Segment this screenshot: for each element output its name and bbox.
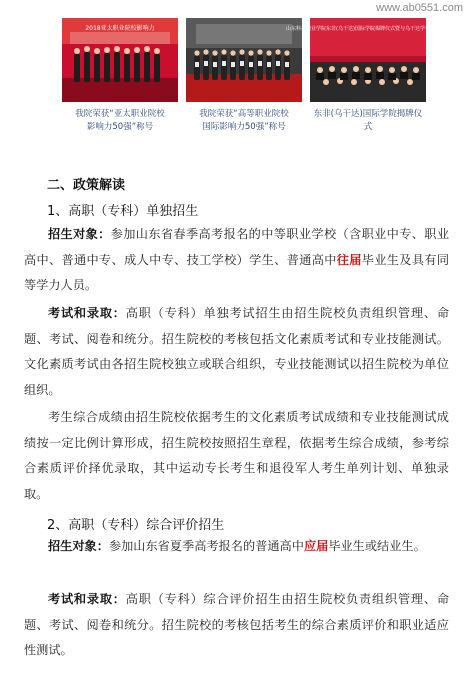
photo-2-caption: 我院荣获“高等职业院校 国际影响力50强”称号 xyxy=(199,109,289,132)
photo-1-banner: 2018亚太职业院校影响力 xyxy=(85,25,155,32)
award-photo-2-image xyxy=(186,18,302,102)
award-photo-1-image xyxy=(62,18,178,102)
ceremony-photo-3-image xyxy=(286,18,450,102)
paragraph-recruitment-target-2: 招生对象：参加山东省夏季高考报名的普通高中应届毕业生或结业生。 xyxy=(48,539,426,553)
photo-3-banner: 山东科技职业学院东非(乌干达)国际学院揭牌仪式暨与乌干达学生开学典礼 xyxy=(286,26,450,32)
paragraph-exam-admission-1: 考试和录取：高职（专科）单独考试招生由招生院校负责组织管理、命题、考试、阅卷和统分。招生院校的考核包括文化素质考试和专业技能测试。文化素质考试由各招生院校独立或联合组织，专业技能测试以招生院校为单位组织。 xyxy=(24,306,450,397)
paragraph-recruitment-target-1: 招生对象：参加山东省春季高考报名的中等职业学校（含职业中专、职业高中、普通中专、成人中专、技工学校）学生、普通高中往届毕业生及具有同等学力人员。 xyxy=(24,227,450,292)
photo-card-1 xyxy=(62,18,178,134)
photo-card-3 xyxy=(286,18,450,134)
photo-3-caption: 东非(乌干达)国际学院揭牌仪式 xyxy=(313,109,423,132)
photo-card-2 xyxy=(186,18,302,134)
watermark: www.ab0551.com xyxy=(376,2,463,14)
ceremony-photo-3 xyxy=(286,18,450,102)
section-title: 二、政策解读 xyxy=(47,178,126,193)
award-photo-2 xyxy=(186,18,302,102)
subsection-2-title: 2、高职（专科）综合评价招生 xyxy=(47,518,225,533)
subsection-1-title: 1、高职（专科）单独招生 xyxy=(47,204,199,219)
award-photo-1 xyxy=(62,18,178,102)
paragraph-composite-score: 考生综合成绩由招生院校依据考生的文化素质考试成绩和专业技能测试成绩按一定比例计算形成，招生院校按照招生章程，依据考生综合成绩，参考综合素质评价择优录取，其中运动专长考生和退役军人考生单列计划、单独录取。 xyxy=(24,410,449,501)
photo-1-caption: 我院荣获“亚太职业院校 影响力50强”称号 xyxy=(75,109,165,132)
paragraph-exam-admission-2: 考试和录取：高职（专科）综合评价招生由招生院校负责组织管理、命题、考试、阅卷和统分。招生院校的考核包括考生的综合素质评价和职业适应性测试。 xyxy=(24,592,450,657)
photo-strip xyxy=(62,18,450,150)
